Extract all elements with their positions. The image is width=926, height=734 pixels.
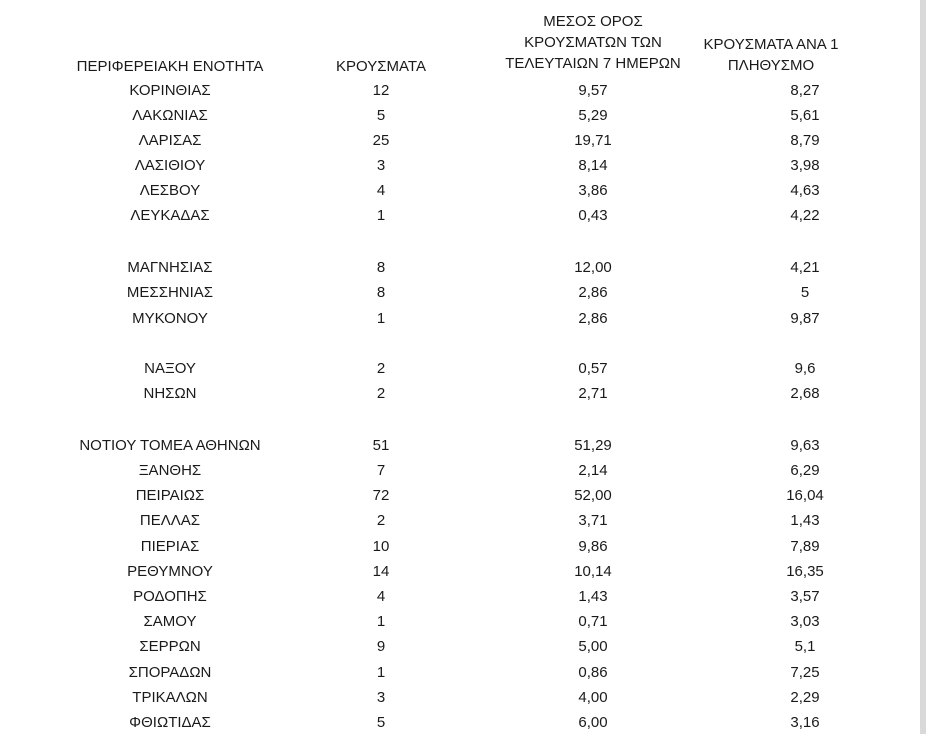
table-row [0,128,926,153]
per-capita-cell: 2,68 [790,385,820,402]
per-capita-cell: 2,29 [790,689,820,706]
header-cases [326,56,436,77]
table-row [0,203,926,228]
avg7-cell: 0,86 [578,664,608,681]
region-cell: ΦΘΙΩΤΙΔΑΣ [129,714,211,731]
region-cell: ΞΑΝΘΗΣ [138,462,202,479]
cases-cell: 4 [376,182,386,199]
region-cell: ΠΕΛΛΑΣ [139,512,201,529]
avg7-cell: 2,14 [578,462,608,479]
avg7-cell: 5,29 [578,107,608,124]
table-row [0,609,926,634]
region-cell: ΜΕΣΣΗΝΙΑΣ [126,284,214,301]
per-capita-cell: 4,22 [790,207,820,224]
per-capita-cell: 4,21 [790,259,820,276]
per-capita-cell: 9,87 [790,310,820,327]
cases-cell: 2 [376,360,386,377]
per-capita-cell: 9,6 [794,360,816,377]
cases-cell: 2 [376,385,386,402]
cases-cell: 51 [372,437,390,454]
header-per-capita-line-1: ΚΡΟΥΣΜΑΤΑ ΑΝΑ 1 [703,36,839,53]
table-row [0,559,926,584]
cases-cell: 2 [376,512,386,529]
per-capita-cell: 7,25 [790,664,820,681]
cases-cell: 1 [376,207,386,224]
avg7-cell: 8,14 [578,157,608,174]
header-avg7 [488,11,698,74]
avg7-cell: 2,71 [578,385,608,402]
region-cell: ΣΠΟΡΑΔΩΝ [128,664,212,681]
region-cell: ΚΟΡΙΝΘΙΑΣ [129,82,211,99]
cases-cell: 25 [372,132,390,149]
header-region-line: ΠΕΡΙΦΕΡΕΙΑΚΗ ΕΝΟΤΗΤΑ [76,58,264,75]
region-cell: ΛΑΡΙΣΑΣ [138,132,202,149]
region-cell: ΡΕΘΥΜΝΟΥ [127,563,213,580]
per-capita-cell: 5,1 [794,638,816,655]
region-cell: ΠΕΙΡΑΙΩΣ [135,487,205,504]
table-row [0,178,926,203]
header-region [60,56,280,77]
cases-cell: 4 [376,588,386,605]
table-row [0,306,926,331]
header-avg7-line-1: ΜΕΣΟΣ ΟΡΟΣ [543,13,643,30]
per-capita-cell: 7,89 [790,538,820,555]
table-row [0,710,926,734]
avg7-cell: 52,00 [574,487,612,504]
cases-cell: 3 [376,157,386,174]
region-cell: ΛΕΣΒΟΥ [139,182,201,199]
cases-cell: 8 [376,284,386,301]
table-row [0,634,926,659]
avg7-cell: 1,43 [578,588,608,605]
header-per-capita-line-2: ΠΛΗΘΥΣΜΟ [727,57,815,74]
cases-cell: 5 [376,714,386,731]
table-row [0,381,926,406]
per-capita-cell: 6,29 [790,462,820,479]
region-cell: ΡΟΔΟΠΗΣ [133,588,207,605]
table-row [0,584,926,609]
per-capita-cell: 3,98 [790,157,820,174]
table-row [0,78,926,103]
per-capita-cell: 16,04 [786,487,824,504]
avg7-cell: 0,43 [578,207,608,224]
cases-cell: 1 [376,613,386,630]
region-cell: ΛΑΚΩΝΙΑΣ [132,107,208,124]
avg7-cell: 10,14 [574,563,612,580]
per-capita-cell: 5 [800,284,810,301]
region-cell: ΛΕΥΚΑΔΑΣ [130,207,210,224]
per-capita-cell: 3,57 [790,588,820,605]
avg7-cell: 19,71 [574,132,612,149]
header-avg7-line-2: ΚΡΟΥΣΜΑΤΩΝ ΤΩΝ [524,34,662,51]
cases-cell: 1 [376,664,386,681]
per-capita-cell: 8,79 [790,132,820,149]
table-row [0,356,926,381]
table-row [0,660,926,685]
region-cell: ΠΙΕΡΙΑΣ [140,538,200,555]
per-capita-cell: 4,63 [790,182,820,199]
table-row [0,685,926,710]
per-capita-cell: 3,16 [790,714,820,731]
region-cell: ΣΑΜΟΥ [143,613,197,630]
region-cell: ΝΟΤΙΟΥ ΤΟΜΕΑ ΑΘΗΝΩΝ [79,437,261,454]
per-capita-cell: 3,03 [790,613,820,630]
avg7-cell: 2,86 [578,310,608,327]
cases-cell: 3 [376,689,386,706]
page-edge [920,0,926,734]
avg7-cell: 51,29 [574,437,612,454]
region-cell: ΜΑΓΝΗΣΙΑΣ [127,259,213,276]
header-cases-line: ΚΡΟΥΣΜΑΤΑ [336,58,426,75]
region-cell: ΛΑΣΙΘΙΟΥ [134,157,206,174]
avg7-cell: 3,71 [578,512,608,529]
avg7-cell: 0,71 [578,613,608,630]
table-row [0,483,926,508]
per-capita-cell: 8,27 [790,82,820,99]
table-row [0,153,926,178]
region-cell: ΜΥΚΟΝΟΥ [132,310,208,327]
table-row [0,433,926,458]
cases-cell: 5 [376,107,386,124]
table-row [0,508,926,533]
table-row [0,280,926,305]
cases-cell: 7 [376,462,386,479]
header-avg7-line-3: ΤΕΛΕΥΤΑΙΩΝ 7 ΗΜΕΡΩΝ [505,55,681,72]
cases-cell: 10 [372,538,390,555]
region-cell: ΣΕΡΡΩΝ [139,638,201,655]
table-row [0,534,926,559]
cases-cell: 12 [372,82,390,99]
avg7-cell: 12,00 [574,259,612,276]
cases-cell: 14 [372,563,390,580]
avg7-cell: 4,00 [578,689,608,706]
avg7-cell: 0,57 [578,360,608,377]
cases-cell: 72 [372,487,390,504]
avg7-cell: 3,86 [578,182,608,199]
per-capita-cell: 5,61 [790,107,820,124]
per-capita-cell: 16,35 [786,563,824,580]
avg7-cell: 9,86 [578,538,608,555]
region-cell: ΝΑΞΟΥ [144,360,196,377]
avg7-cell: 9,57 [578,82,608,99]
per-capita-cell: 9,63 [790,437,820,454]
table-row [0,458,926,483]
avg7-cell: 2,86 [578,284,608,301]
table-row [0,255,926,280]
cases-cell: 8 [376,259,386,276]
per-capita-cell: 1,43 [790,512,820,529]
avg7-cell: 5,00 [578,638,608,655]
table-row [0,103,926,128]
region-cell: ΤΡΙΚΑΛΩΝ [132,689,208,706]
region-cell: ΝΗΣΩΝ [143,385,197,402]
header-per-capita [696,34,846,76]
avg7-cell: 6,00 [578,714,608,731]
cases-cell: 1 [376,310,386,327]
cases-cell: 9 [376,638,386,655]
